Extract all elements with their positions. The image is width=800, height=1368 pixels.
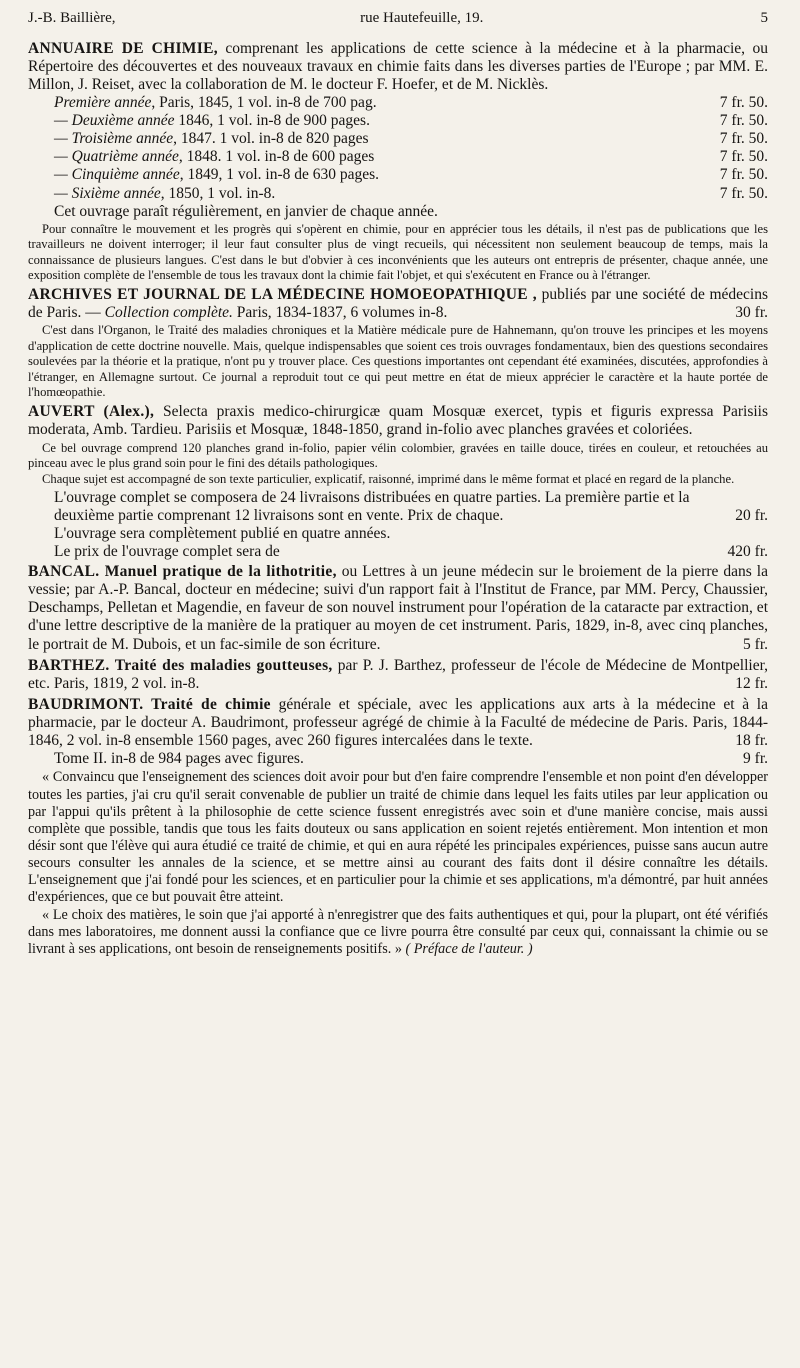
entry-archives-homoeopathique (28, 286, 768, 322)
volume-detail: 1846, 1 vol. in-8 de 900 pages. (174, 112, 370, 130)
entry-description: par P. J. Barthez, professeur de l'école de Médecine de Montpellier, etc. Paris, 1819, 2 vol. in-8. (28, 656, 768, 692)
volume-detail: , 1848. 1 vol. in-8 de 600 pages (178, 148, 375, 166)
volume-year-title: — Sixième année (54, 184, 161, 202)
publisher-address: rue Hautefeuille, 19. (360, 10, 484, 26)
entry-price: 5 fr. (743, 635, 768, 653)
volume-detail: , Paris, 1845, 1 vol. in-8 de 700 pag. (151, 93, 377, 111)
publisher-name: J.-B. Baillière, (28, 10, 116, 26)
entry-price: 9 fr. (743, 750, 768, 768)
volume-line (28, 148, 768, 166)
entry-title: ARCHIVES ET JOURNAL DE LA MÉDECINE HOMOEOPATHIQUE , (28, 286, 537, 304)
completion-note: L'ouvrage sera complètement publié en quatre années. (54, 524, 391, 542)
total-text: Le prix de l'ouvrage complet sera de (54, 542, 280, 560)
preface-quote-text: « Le choix des matières, le soin que j'ai apporté à n'enregistrer que des faits authentiques et qui, pour la plupart, ont été vérifiés dans mes laboratoires, me donnent aussi la confiance que ce livre pourra être consulté par ceux qui, connaissant la chimie ou se livrant à ses applications, ont besoin de renseignements positifs. » (28, 906, 768, 957)
preface-quote (28, 907, 768, 958)
collection-label: Collection complète. (104, 304, 233, 322)
volume-price: 7 fr. 50. (719, 112, 768, 130)
entry-title: BARTHEZ. Traité des maladies goutteuses, (28, 656, 333, 674)
entry-price: 420 fr. (727, 542, 768, 560)
entry-description: publiés par une société de médecins de Paris. — (28, 286, 769, 322)
entry-price: 20 fr. (735, 506, 768, 524)
volume-line (28, 130, 768, 148)
volume-list (28, 94, 768, 203)
volume-detail: , 1847. 1 vol. in-8 de 820 pages (173, 130, 369, 148)
volume-description (54, 130, 369, 148)
volume-description (54, 94, 377, 112)
volume-price: 7 fr. 50. (719, 184, 768, 202)
entry-price: 18 fr. (735, 732, 768, 750)
volume-line (28, 185, 768, 203)
entry-barthez (28, 657, 768, 693)
entry-title: BANCAL. Manuel pratique de la lithotritie, (28, 563, 337, 581)
entry-bancal (28, 563, 768, 654)
running-head (28, 10, 768, 28)
volume-price: 7 fr. 50. (719, 93, 768, 111)
entry-price: 12 fr. (735, 674, 768, 692)
volume-year-title: Première année (54, 93, 152, 111)
volume-line (28, 166, 768, 184)
volume-price: 7 fr. 50. (719, 148, 768, 166)
volume-year-title: — Deuxième année (54, 112, 175, 130)
volume-line (28, 112, 768, 130)
volume-description (54, 112, 370, 130)
entry-description: ou Lettres à un jeune médecin sur le broiement de la pierre dans la vessie; par A.-P. Bancal, docteur en médecine; suivi d'un rapport fait à l'Institut de France, par MM. Percy, Chaussier, Deschamps, Pelletan et Magendie, en faveur de son nouvel instrument pour l'opération de la cataracte par extraction, et d'une lettre descriptive de la manière de la pratiquer au moyen de cet instrument. Paris, 1829, in-8, avec cinq planches, le portrait de M. Dubois, et un fac-simile de son écriture. (28, 563, 768, 653)
volume-year-title: — Troisième année (54, 130, 174, 148)
periodicity-note: Cet ouvrage paraît régulièrement, en janvier de chaque année. (54, 202, 438, 220)
entry-price: 30 fr. (735, 304, 768, 322)
tome-text: Tome II. in-8 de 984 pages avec figures. (54, 750, 304, 768)
entry-note: Pour connaître le mouvement et les progrès qui s'opèrent en chimie, pour en apprécier tous les détails, il n'est pas de publications que les travailleurs ne doivent interroger; il leur faut consulter plus de vingt recueils, qui nécessitent non seulement beaucoup de temps, mais la connaissance de plusieurs langues. C'est dans le but d'obvier à ces inconvénients que les auteurs ont entrepris de présenter, chaque année, une exposition complète de l'ensemble de tous les travaux dont la chimie fait l'objet, et qui s'exécutent en France ou à l'étranger. (28, 221, 768, 282)
preface-quote: « Convaincu que l'enseignement des sciences doit avoir pour but d'en faire comprendre l'ensemble et non point d'en développer toutes les parties, j'ai cru qu'il serait convenable de publier un traité de chimie dans lequel les faits utiles par leur application ou par l'appui qu'ils prêtent à la philosophie de cette science fussent enregistrés avec soin et d'une manière concise, mais aussi complète que possible, tandis que tous les faits douteux ou sans application en soient rejetés entièrement. Mon intention et mon désir sont que l'élève qui aura étudié ce traité de chimie, et qui en aura répété les principales expériences, puisse sans aucun autre secours consulter les annales de la science, et se mettre ainsi au courant des faits dont il désire connaître les détails. L'enseignement que j'ai fondé pour les sciences, et en particulier pour la chimie et ses applications, m'a démontré, par huit années d'expériences, que ce but pouvait être atteint. (28, 769, 768, 905)
page-number: 5 (760, 10, 768, 26)
entry-description: Selecta praxis medico-chirurgicæ quam Mosquæ exercet, typis et figuris expressa Parisiis moderata, Amb. Tardieu. Parisiis et Mosquæ, 1848-1850, grand in-folio avec planches gravées et coloriées. (28, 403, 768, 439)
volume-description (54, 166, 379, 184)
entry-annuaire-de-chimie (28, 40, 768, 94)
volume-description (54, 148, 374, 166)
entry-title: BAUDRIMONT. Traité de chimie (28, 695, 271, 713)
volume-price: 7 fr. 50. (719, 130, 768, 148)
entry-title: AUVERT (Alex.), (28, 403, 155, 421)
volume-detail: , 1849, 1 vol. in-8 de 630 pages. (179, 166, 380, 184)
parts-text: L'ouvrage complet se composera de 24 livraisons distribuées en quatre parties. La première partie et la deuxième partie comprenant 12 livraisons sont en vente. Prix de chaque. (54, 488, 690, 524)
entry-note: Ce bel ouvrage comprend 120 planches grand in-folio, papier vélin colombier, gravées en taille douce, tirées en couleur, et retouchées au pinceau avec le plus grand soin pour le fini des détails pathologiques. (28, 440, 768, 470)
entry-title: ANNUAIRE DE CHIMIE, (28, 39, 218, 57)
entry-description: comprenant les applications de cette science à la médecine et à la pharmacie, ou Répertoire des découvertes et des nouveaux travaux en chimie faits dans les diverses parties de l'Europe ; par MM. E. Millon, J. Reiset, avec la collaboration de M. le docteur F. Hoefer, et de M. Nicklès. (28, 39, 769, 93)
volume-year-title: — Cinquième année (54, 166, 180, 184)
entry-note: C'est dans l'Organon, le Traité des maladies chroniques et la Matière médicale pure de Hahnemann, qu'on trouve les principes et les moyens d'application de cette doctrine nouvelle. Mais, quelque indispensables que soient ces trois ouvrages fondamentaux, bien des questions secondaires soulevées par la théorie et la pratique, n'ont pu y trouver place. Ces questions importantes ont cependant été examinées, discutées, approfondies à l'étranger, en Allemagne surtout. Ce journal a reproduit tout ce qui peut mettre en état de mieux apprécier le caractère et la haute portée de l'homœopathie. (28, 323, 768, 399)
entry-auvert (28, 403, 768, 439)
volume-year-title: — Quatrième année (54, 148, 179, 166)
quote-source: ( Préface de l'auteur. ) (405, 940, 533, 957)
volume-description (54, 185, 275, 203)
volume-detail: , 1850, 1 vol. in-8. (160, 184, 276, 202)
entry-description-2: Paris, 1834-1837, 6 volumes in-8. (236, 304, 448, 322)
volume-price: 7 fr. 50. (719, 166, 768, 184)
volume-line (28, 94, 768, 112)
price-row (28, 543, 768, 561)
entry-note: Chaque sujet est accompagné de son texte particulier, explicatif, raisonné, imprimé dans le même format et placé en regard de la planche. (42, 472, 735, 487)
price-row (28, 489, 768, 525)
entry-baudrimont (28, 696, 768, 750)
price-row (28, 750, 768, 768)
entry-description: générale et spéciale, avec les applications aux arts à la médecine et à la pharmacie, par le docteur A. Baudrimont, professeur agrégé de chimie à la Faculté de médecine de Paris. Paris, 1844-1846, 2 vol. in-8 ensemble 1560 pages, avec 260 figures intercalées dans le texte. (28, 695, 768, 750)
